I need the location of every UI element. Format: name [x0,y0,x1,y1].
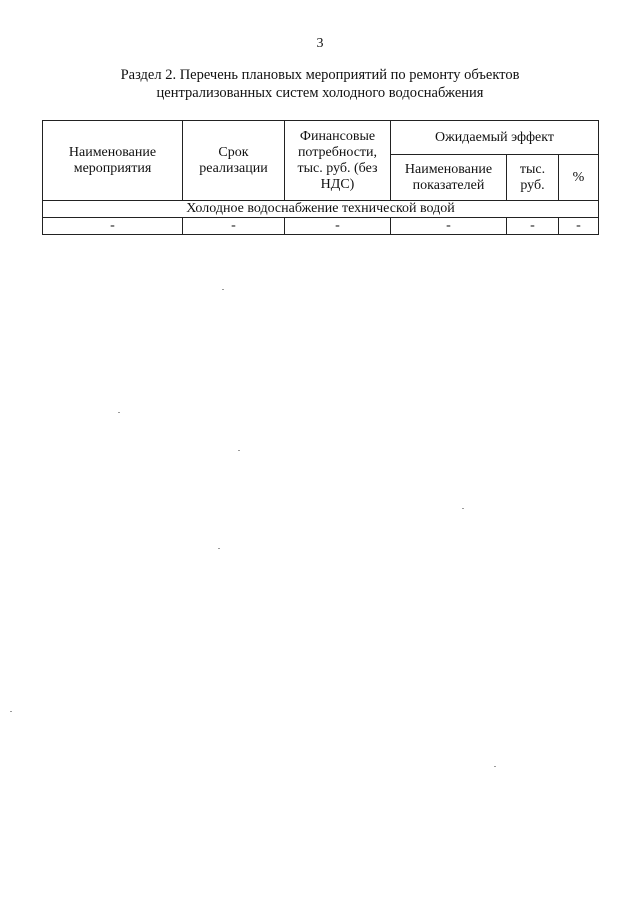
scan-speck [462,508,464,509]
header-percent: % [559,155,599,201]
table-cell: - [183,218,285,235]
table-row [43,218,599,235]
scan-speck [10,711,12,712]
scan-speck [238,450,240,451]
header-indicator-name: Наименование показателей [391,155,507,201]
section-title-line-2: централизованных систем холодного водоснабжения [156,85,484,101]
table-cell: - [391,218,507,235]
table-header-row [43,121,599,155]
table-cell: - [507,218,559,235]
header-thousand-rub: тыс. руб. [507,155,559,201]
table-cell: - [43,218,183,235]
section-title [60,66,580,102]
header-event-name: Наименование мероприятия [43,121,183,201]
plan-table [42,120,599,235]
table-group-row [43,201,599,218]
scan-speck [222,289,224,290]
section-title-line-1: Раздел 2. Перечень плановых мероприятий по ремонту объектов [120,67,520,83]
header-expected-effect: Ожидаемый эффект [391,121,599,155]
scan-speck [218,548,220,549]
page-number: 3 [316,36,324,51]
header-financial-needs: Финансовые потребности, тыс. руб. (без НДС) [285,121,391,201]
scan-speck [494,766,496,767]
group-title: Холодное водоснабжение технической водой [43,201,599,218]
header-term: Срок реализации [183,121,285,201]
table-cell: - [559,218,599,235]
scan-speck [118,412,120,413]
table-cell: - [285,218,391,235]
